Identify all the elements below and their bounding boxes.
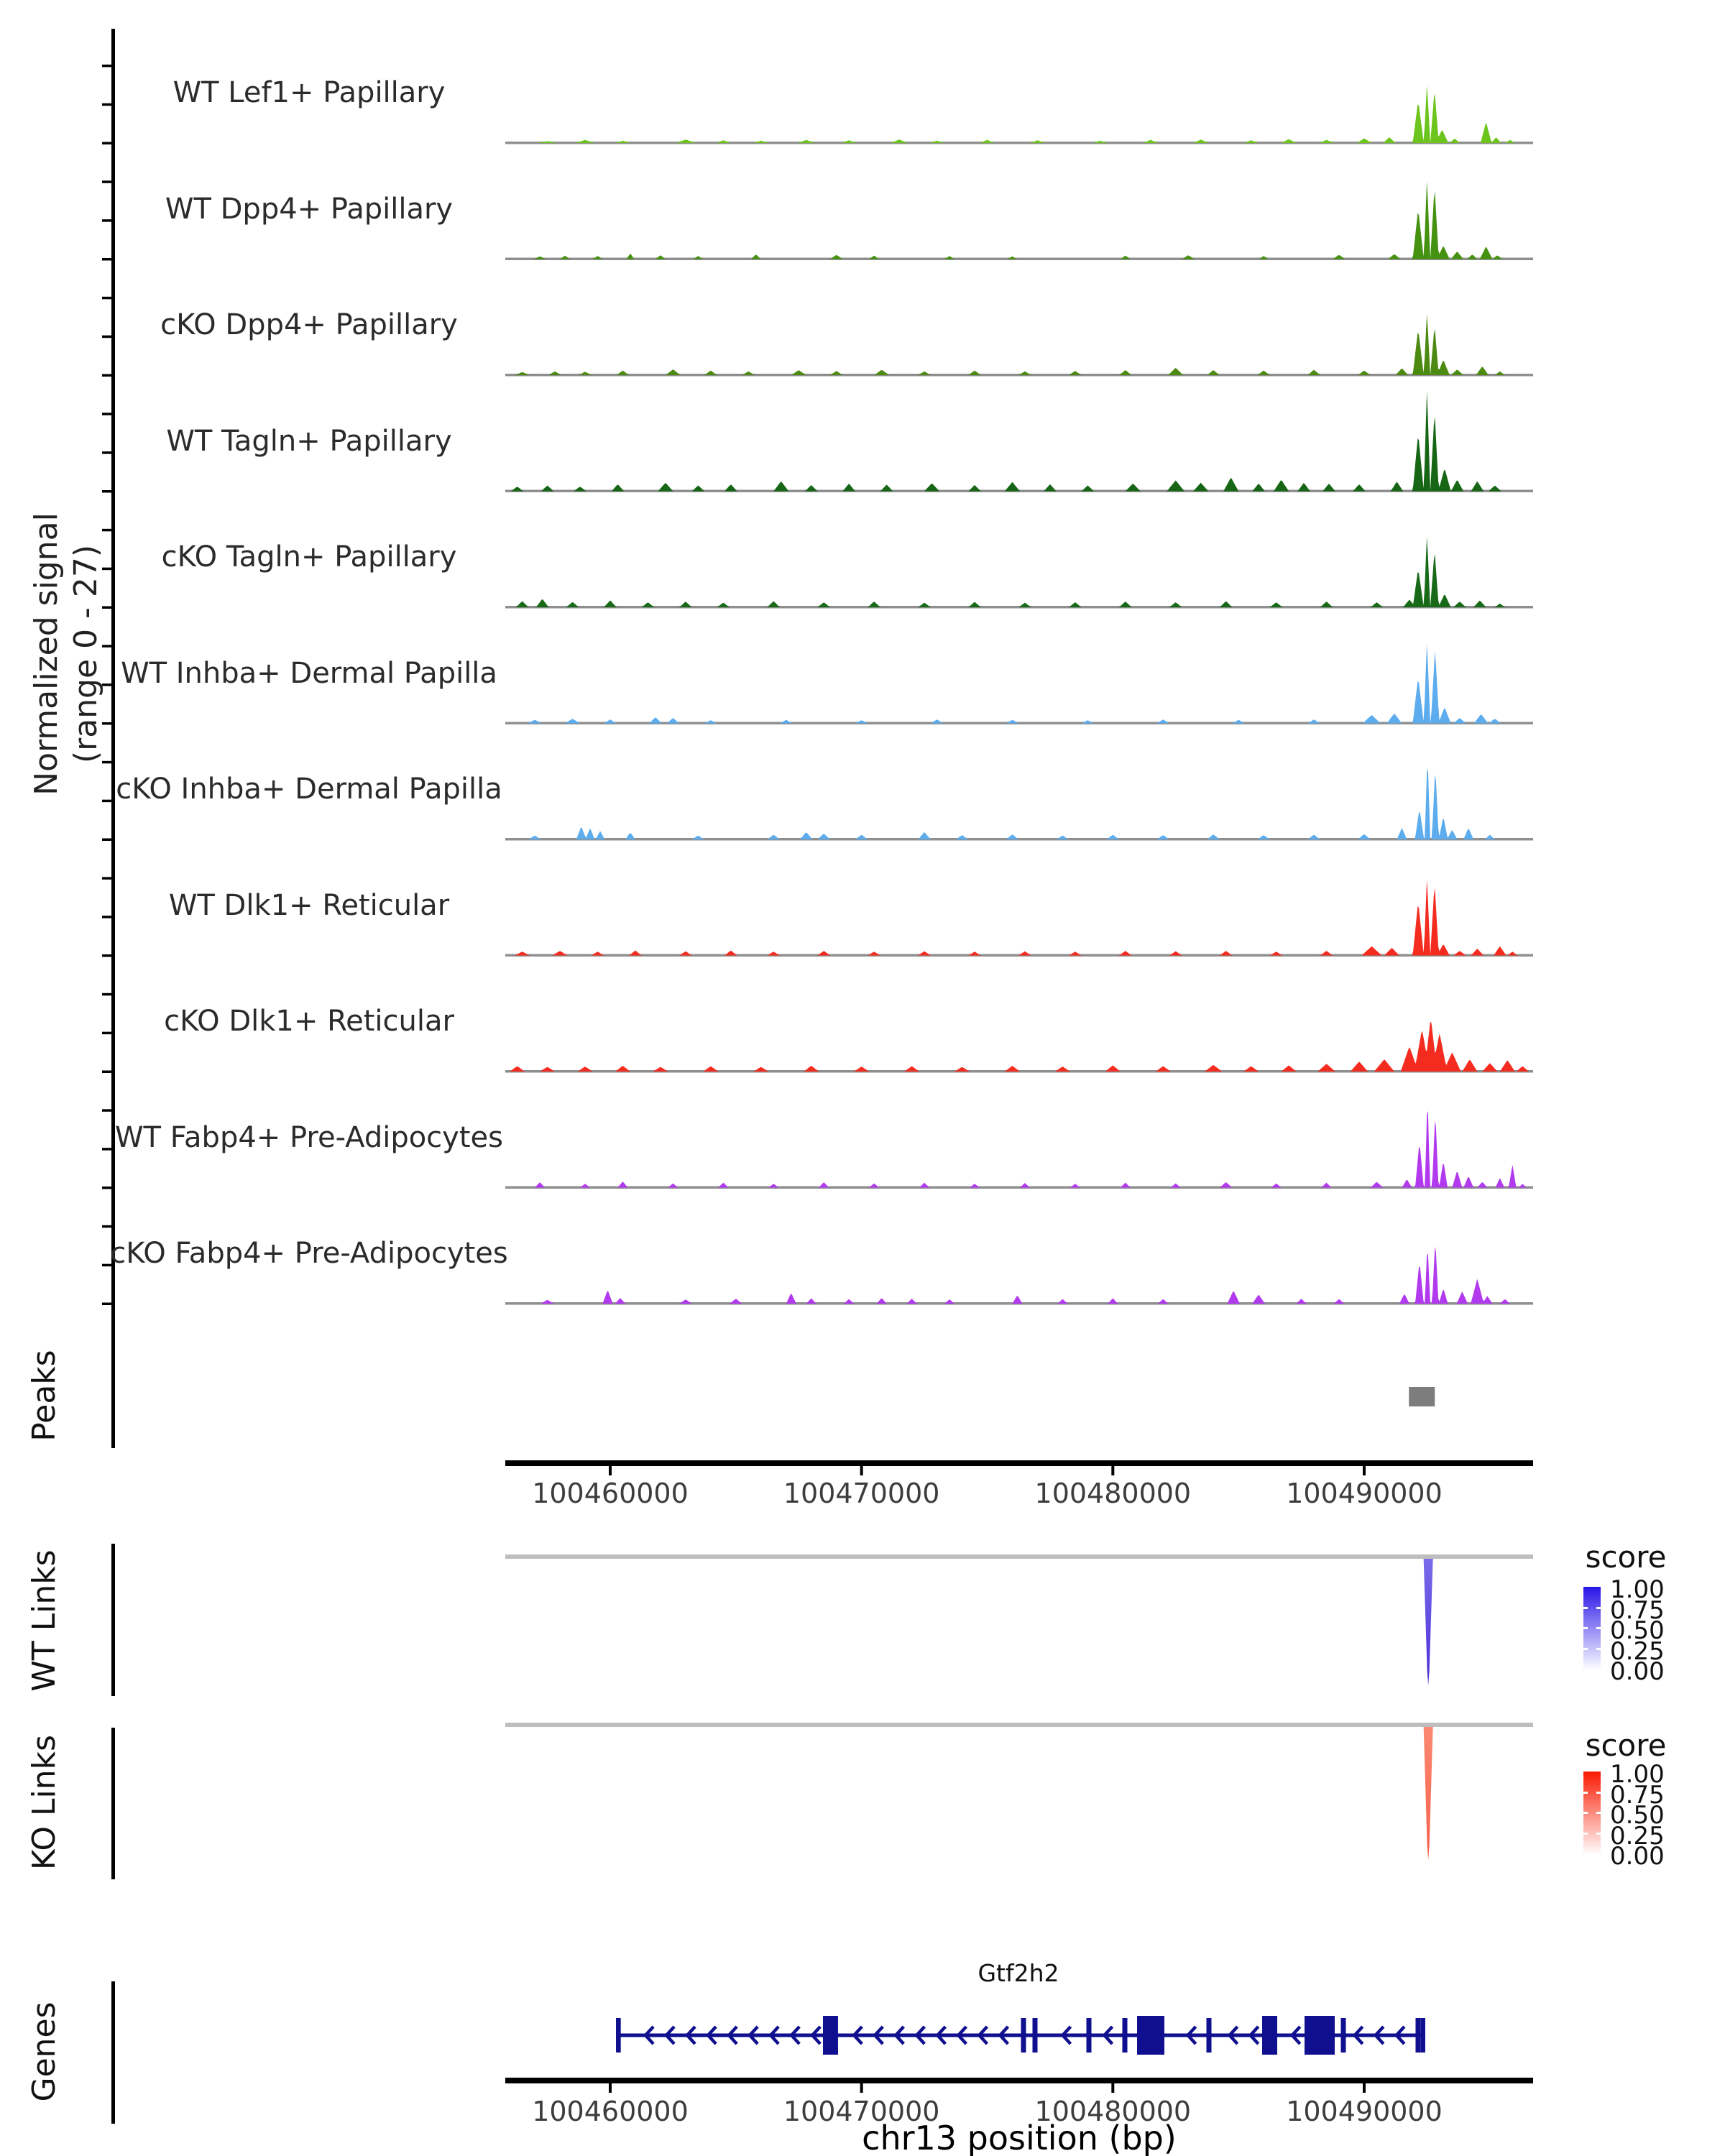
x-axis-tick-label: 100480000	[1034, 1478, 1192, 1509]
track-label: WT Tagln+ Papillary	[166, 424, 452, 458]
gene-exon-tick	[1415, 2018, 1420, 2053]
score-legend-tick-dash	[1596, 1792, 1601, 1794]
score-legend-tick-label: 0.25	[1610, 1821, 1665, 1851]
y-axis-label-line2: (range 0 - 27)	[68, 544, 104, 764]
coverage-track-signal	[505, 1111, 1533, 1188]
track-label: WT Inhba+ Dermal Papilla	[121, 656, 497, 690]
x-axis-tick	[1111, 2083, 1114, 2093]
score-legend-tick-label: 1.00	[1610, 1575, 1665, 1604]
score-legend-tick-dash	[1583, 1792, 1588, 1794]
score-legend-tick-dash	[1596, 1648, 1601, 1650]
gene-exon-tick	[1421, 2018, 1425, 2053]
coverage-track-signal	[505, 314, 1533, 375]
score-legend-tick-label: 0.75	[1610, 1595, 1665, 1625]
x-axis-tick-label: 100460000	[532, 1478, 689, 1509]
signal-y-axis-tick	[102, 258, 111, 261]
signal-y-axis-tick	[102, 1187, 111, 1189]
ko-score-legend-title: score	[1585, 1728, 1667, 1763]
track-label: cKO Fabp4+ Pre-Adipocytes	[110, 1237, 508, 1270]
x-axis-tick	[860, 2083, 863, 2093]
peak-interval-box	[1409, 1387, 1435, 1406]
link-arc	[1424, 1559, 1433, 1685]
gene-exon-box	[1262, 2016, 1277, 2055]
x-axis-tick-label: 100470000	[783, 2096, 940, 2127]
genes-band-axis-line	[111, 1981, 115, 2124]
wt-score-legend-title: score	[1585, 1539, 1667, 1575]
track-label: cKO Tagln+ Papillary	[161, 540, 457, 573]
x-axis-tick-label: 100460000	[532, 2096, 689, 2127]
score-legend-tick-label: 1.00	[1610, 1760, 1665, 1789]
gene-exon-tick	[1207, 2018, 1212, 2053]
x-axis-line	[505, 1460, 1533, 1466]
gene-exon-box	[823, 2016, 838, 2055]
score-legend-tick-dash	[1596, 1812, 1601, 1814]
coverage-track-signal	[505, 1247, 1533, 1304]
coverage-track-signal	[505, 181, 1533, 259]
ko-links-band-label: KO Links	[26, 1734, 63, 1871]
x-axis-title: chr13 position (bp)	[862, 2119, 1177, 2156]
gene-exon-tick	[1341, 2018, 1346, 2053]
gene-exon-tick	[1123, 2018, 1128, 2053]
score-legend-tick-label: 0.50	[1610, 1616, 1665, 1645]
y-axis-label-line1: Normalized signal	[28, 512, 65, 796]
coverage-track-signal	[505, 537, 1533, 607]
signal-y-axis-tick	[102, 142, 111, 145]
coverage-track-signal	[505, 880, 1533, 956]
signal-y-axis-tick	[102, 1071, 111, 1074]
link-arc	[1424, 1727, 1433, 1860]
score-legend-tick-dash	[1596, 1833, 1601, 1835]
coverage-track-signal	[505, 1021, 1533, 1072]
score-legend-tick-dash	[1583, 1812, 1588, 1814]
score-legend-tick-dash	[1596, 1627, 1601, 1629]
score-legend-tick-dash	[1583, 1627, 1588, 1629]
signal-y-axis-tick	[102, 1109, 111, 1112]
x-axis-tick	[860, 1466, 863, 1475]
track-baseline	[505, 142, 1533, 144]
track-label: WT Dpp4+ Papillary	[165, 192, 454, 226]
track-label: cKO Inhba+ Dermal Papilla	[116, 773, 502, 806]
score-legend-tick-label: 0.00	[1610, 1657, 1665, 1686]
coverage-track-signal	[505, 769, 1533, 839]
x-axis-tick	[1363, 2083, 1366, 2093]
gene-exon-tick	[1032, 2018, 1037, 2053]
track-label: cKO Dpp4+ Papillary	[160, 308, 458, 341]
x-axis-tick	[1363, 1466, 1366, 1475]
x-axis-tick-label: 100490000	[1286, 1478, 1443, 1509]
track-label: WT Lef1+ Papillary	[172, 76, 446, 109]
links-baseline	[505, 1554, 1533, 1559]
gene-exon-tick	[1021, 2018, 1026, 2053]
signal-y-axis-tick	[102, 993, 111, 996]
x-axis-tick-label: 100480000	[1034, 2096, 1192, 2127]
score-legend-tick-dash	[1596, 1607, 1601, 1609]
score-legend-tick-dash	[1583, 1833, 1588, 1835]
x-axis-line	[505, 2078, 1533, 2083]
peaks-band-axis-line	[111, 1344, 115, 1448]
score-legend-tick-dash	[1583, 1607, 1588, 1609]
coverage-track-signal	[505, 391, 1533, 492]
signal-y-axis-tick	[102, 180, 111, 183]
x-axis-tick	[609, 2083, 612, 2093]
score-legend-tick-label: 0.25	[1610, 1636, 1665, 1666]
links-band-axis-line	[111, 1728, 115, 1879]
peaks-band-label: Peaks	[26, 1350, 63, 1442]
gene-body-line	[616, 2034, 1425, 2037]
coverage-track-signal	[505, 643, 1533, 723]
signal-y-axis-tick	[102, 954, 111, 957]
score-legend-tick-label: 0.00	[1610, 1842, 1665, 1871]
x-axis-tick	[1111, 1466, 1114, 1475]
wt-links-band-label: WT Links	[26, 1549, 63, 1692]
x-axis-tick	[609, 1466, 612, 1475]
track-label: cKO Dlk1+ Reticular	[164, 1005, 454, 1038]
signal-y-axis-tick	[102, 1303, 111, 1306]
links-band-axis-line	[111, 1544, 115, 1696]
gene-exon-box	[1137, 2016, 1164, 2055]
gene-name-label: Gtf2h2	[978, 1959, 1059, 1987]
coverage-track-signal	[505, 86, 1533, 143]
track-label: WT Dlk1+ Reticular	[168, 888, 450, 922]
gene-exon-tick	[1087, 2018, 1092, 2053]
signal-y-axis-tick	[102, 65, 111, 68]
x-axis-tick-label: 100470000	[783, 1478, 940, 1509]
score-legend-tick-label: 0.50	[1610, 1801, 1665, 1830]
links-baseline	[505, 1723, 1533, 1727]
track-baseline	[505, 838, 1533, 841]
genes-band-label: Genes	[26, 2001, 63, 2102]
signal-y-axis-tick	[102, 297, 111, 300]
x-axis-tick-label: 100490000	[1286, 2096, 1443, 2127]
track-label: WT Fabp4+ Pre-Adipocytes	[115, 1120, 503, 1154]
score-legend-tick-dash	[1583, 1648, 1588, 1650]
gene-exon-box	[1305, 2016, 1335, 2055]
gene-exon-tick	[616, 2018, 621, 2053]
signal-y-axis-tick	[102, 1225, 111, 1228]
score-legend-tick-label: 0.75	[1610, 1780, 1665, 1810]
